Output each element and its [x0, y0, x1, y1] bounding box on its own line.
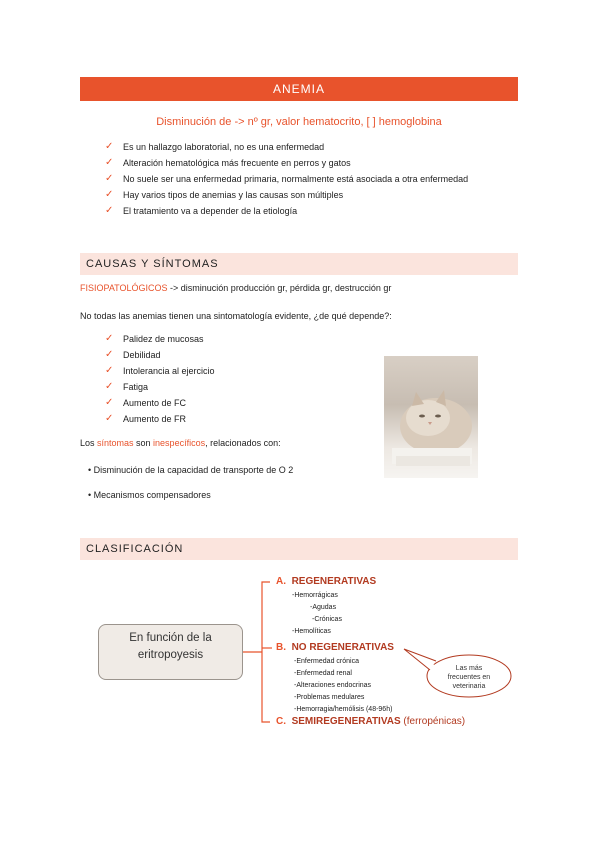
bullet-item: • Mecanismos compensadores	[88, 490, 211, 500]
subitem: -Hemorragia/hemólisis (48-96h)	[294, 706, 393, 713]
list-item: ✓ Hay varios tipos de anemias y las causas son múltiples	[105, 187, 468, 203]
check-icon: ✓	[105, 397, 114, 408]
fisiopatologicos-line: FISIOPATOLÓGICOS -> disminución producción gr, pérdida gr, destrucción gr	[80, 283, 392, 293]
list-item: ✓ Aumento de FR	[105, 411, 215, 427]
list-item: ✓ Debilidad	[105, 347, 215, 363]
check-icon: ✓	[105, 365, 114, 376]
list-item: ✓ Intolerancia al ejercicio	[105, 363, 215, 379]
check-icon: ✓	[105, 205, 114, 216]
title-banner: ANEMIA	[80, 77, 518, 101]
check-icon: ✓	[105, 189, 114, 200]
question-text: No todas las anemias tienen una sintomatología evidente, ¿de qué depende?:	[80, 311, 392, 321]
list-item: ✓ Palidez de mucosas	[105, 331, 215, 347]
related-line: Los síntomas son inespecíficos, relacionados con:	[80, 438, 281, 448]
list-item: ✓ Aumento de FC	[105, 395, 215, 411]
check-icon: ✓	[105, 173, 114, 184]
subitem: -Alteraciones endocrinas	[294, 682, 372, 689]
check-icon: ✓	[105, 141, 114, 152]
category-regenerativas: A. REGENERATIVAS	[276, 576, 377, 587]
callout-bubble: Las más frecuentes en veterinaria	[447, 665, 491, 690]
check-icon: ✓	[105, 333, 114, 344]
section-heading-causas: CAUSAS Y SÍNTOMAS	[80, 253, 518, 275]
list-item: ✓ Fatiga	[105, 379, 215, 395]
eritropoyesis-box: En función de la eritropoyesis	[98, 624, 243, 680]
check-icon: ✓	[105, 413, 114, 424]
bullet-icon: •	[88, 490, 94, 500]
subtitle: Disminución de -> nº gr, valor hematocrito, [ ] hemoglobina	[156, 116, 442, 128]
subitem: -Problemas medulares	[294, 694, 365, 701]
subitem: -Enfermedad renal	[294, 670, 352, 677]
check-icon: ✓	[105, 381, 114, 392]
check-icon: ✓	[105, 157, 114, 168]
list-item: ✓ No suele ser una enfermedad primaria, normalmente está asociada a otra enfermedad	[105, 171, 468, 187]
section-heading-clasificacion: CLASIFICACIÓN	[80, 538, 518, 560]
subitem: -Hemolíticas	[292, 628, 331, 635]
subitem: -Hemorrágicas	[292, 592, 338, 599]
list-item: ✓ Alteración hematológica más frecuente en perros y gatos	[105, 155, 468, 171]
list-item: ✓ El tratamiento va a depender de la etiología	[105, 203, 468, 219]
bullet-item: • Disminución de la capacidad de transporte de O 2	[88, 465, 294, 475]
check-icon: ✓	[105, 349, 114, 360]
bullet-icon: •	[88, 465, 94, 475]
category-semiregenerativas: C. SEMIREGENERATIVAS (ferropénicas)	[276, 716, 466, 727]
subitem: -Crónicas	[312, 616, 342, 623]
category-no-regenerativas: B. NO REGENERATIVAS	[276, 642, 394, 653]
subitem: -Enfermedad crónica	[294, 658, 359, 665]
list-item: ✓ Es un hallazgo laboratorial, no es una enfermedad	[105, 139, 468, 155]
subitem: -Agudas	[310, 604, 337, 611]
